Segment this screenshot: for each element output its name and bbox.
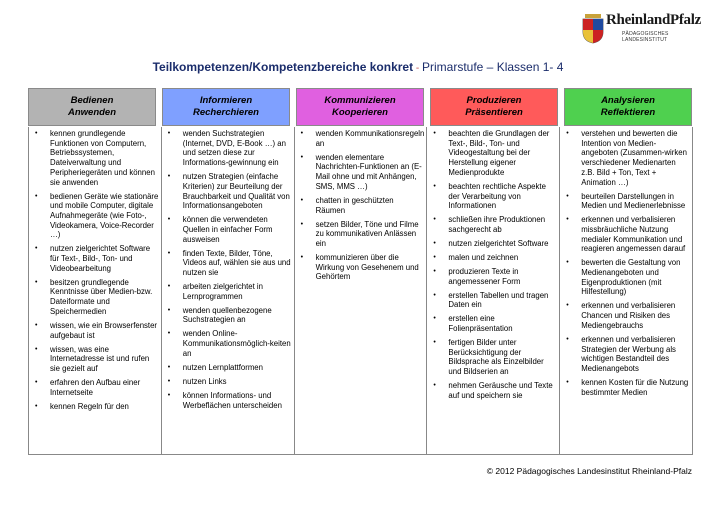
item-text: erkennen und verbalisieren missbräuchliche Nutzung medialer Kommunikation und reagieren angemessen darauf	[581, 215, 686, 254]
column-bedienen	[29, 127, 162, 455]
list-item	[295, 220, 425, 249]
bullet-icon: •	[433, 382, 436, 390]
header-line-2: Reflektieren	[600, 107, 656, 118]
bullet-icon: •	[167, 283, 171, 291]
list-item	[162, 363, 292, 373]
list-item	[427, 182, 557, 211]
column-informieren	[161, 127, 294, 455]
list-item	[162, 391, 292, 410]
bullet-icon: •	[566, 192, 569, 200]
bullet-icon: •	[566, 130, 569, 137]
bullet-icon: •	[433, 315, 436, 323]
item-text: wenden Online-Kommunikationsmöglich-keiten an	[182, 329, 291, 358]
bullet-icon: •	[433, 216, 436, 224]
list-item	[29, 244, 159, 273]
bullet-icon: •	[35, 402, 38, 410]
list-item	[560, 378, 690, 397]
list-item	[560, 129, 690, 187]
competence-row	[29, 127, 693, 455]
list-item	[560, 335, 690, 374]
item-text: malen und zeichnen	[448, 252, 519, 262]
bullet-icon: •	[433, 253, 436, 261]
item-text: beachten die Grundlagen der Text-, Bild-, Ton- und Videogestaltung bei der Herstellung eigener Medienprodukte	[448, 129, 550, 177]
item-list	[427, 129, 557, 401]
bullet-icon: •	[433, 291, 436, 299]
bullet-icon: •	[167, 216, 171, 224]
bullet-icon: •	[167, 377, 171, 385]
item-text: beachten rechtliche Aspekte der Verarbeitung von Informationen	[448, 181, 546, 211]
item-text: verstehen und bewerten die Intention von Medien-angeboten (Zusammen-wirken verschiedener Medienarten z.B. Bild + Ton, Text + Animation …)	[581, 129, 687, 187]
bullet-icon: •	[433, 130, 436, 137]
list-item	[162, 329, 292, 358]
bullet-icon: •	[35, 245, 38, 253]
bullet-icon: •	[566, 335, 569, 343]
item-text: kennen Regeln für den	[50, 401, 129, 411]
item-text: nutzen Links	[182, 376, 227, 386]
bullet-icon: •	[433, 267, 436, 275]
list-item	[162, 172, 292, 211]
header-line-2: Kooperieren	[332, 107, 388, 118]
bullet-icon: •	[300, 130, 304, 137]
page-title	[0, 60, 716, 74]
list-item	[162, 377, 292, 387]
bullet-icon: •	[167, 173, 171, 181]
item-text: chatten in geschützten Räumen	[315, 195, 394, 215]
item-text: nutzen Lernplattformen	[182, 362, 263, 372]
header-line-2: Präsentieren	[465, 107, 523, 118]
list-item	[295, 129, 425, 148]
bullet-icon: •	[35, 345, 38, 353]
bullet-icon: •	[300, 253, 304, 261]
column-analysieren	[560, 127, 693, 455]
item-text: nutzen zielgerichtet Software	[448, 238, 549, 248]
institute-logo	[582, 12, 710, 48]
competence-table	[28, 127, 693, 455]
list-item	[427, 215, 557, 234]
header-line-1: Informieren	[199, 95, 253, 106]
header-produzieren	[430, 88, 558, 126]
list-item	[295, 253, 425, 282]
header-line-2: Recherchieren	[192, 107, 259, 118]
bullet-icon: •	[433, 239, 436, 247]
list-item	[295, 196, 425, 215]
bullet-icon: •	[167, 330, 171, 338]
item-text: nutzen Strategien (einfache Kriterien) zur Beurteilung der Brauchbarkeit und Qualität von Informationsangeboten	[182, 172, 290, 211]
item-text: erstellen eine Folienpräsentation	[448, 314, 513, 334]
bullet-icon: •	[167, 363, 171, 371]
list-item	[427, 129, 557, 178]
item-text: wenden Suchstrategien (Internet, DVD, E-Book …) an und setzen diese zur Informations-gewinnung ein	[182, 129, 286, 168]
item-text: wenden quellenbezogene Suchstrategien an	[182, 305, 272, 325]
list-item	[427, 381, 557, 400]
bullet-icon: •	[35, 278, 38, 286]
logo-brand-text: RheinlandPfalz	[606, 12, 701, 28]
header-bedienen	[28, 88, 156, 126]
header-line-1: Bedienen	[70, 95, 114, 106]
copyright-footer: © 2012 Pädagogisches Landesinstitut Rheinland-Pfalz	[486, 466, 692, 476]
item-text: erkennen und verbalisieren Strategien der Werbung als wichtigen Bestandteil des Medienangebots	[581, 334, 676, 373]
item-text: wissen, wie ein Browserfenster aufgebaut ist	[50, 320, 158, 340]
bullet-icon: •	[300, 196, 304, 204]
list-item	[427, 291, 557, 310]
list-item	[560, 215, 690, 254]
logo-subline-2: LANDESINSTITUT	[622, 37, 668, 43]
bullet-icon: •	[35, 378, 38, 386]
header-analysieren	[564, 88, 692, 126]
column-kommunizieren	[294, 127, 427, 455]
list-item	[427, 267, 557, 286]
list-item	[427, 338, 557, 377]
bullet-icon: •	[433, 182, 436, 190]
title-dash: -	[413, 63, 422, 74]
list-item	[162, 129, 292, 168]
list-item	[427, 239, 557, 249]
column-produzieren	[427, 127, 560, 455]
header-kommunizieren	[296, 88, 424, 126]
bullet-icon: •	[35, 192, 38, 200]
bullet-icon: •	[566, 302, 569, 310]
list-item	[560, 301, 690, 330]
list-item	[29, 345, 159, 374]
bullet-icon: •	[566, 216, 569, 224]
item-list	[162, 129, 292, 410]
item-list	[29, 129, 159, 411]
item-text: können die verwendeten Quellen in einfacher Form ausweisen	[182, 215, 273, 244]
item-text: bedienen Geräte wie stationäre und mobile Computer, digitale Aufnahmegeräte (wie Foto-, Videokamera, Voice-Recorder …)	[50, 191, 159, 240]
competence-headers	[28, 88, 693, 126]
item-text: setzen Bilder, Töne und Filme zu kommunikativen Anlässen ein	[315, 219, 419, 248]
list-item	[162, 306, 292, 325]
header-line-2: Anwenden	[67, 107, 117, 118]
list-item	[295, 153, 425, 192]
header-informieren	[162, 88, 290, 126]
bullet-icon: •	[167, 130, 171, 137]
list-item	[427, 314, 557, 333]
item-text: nutzen zielgerichtet Software für Text-, Bild-, Ton- und Videobearbeitung	[50, 244, 151, 273]
title-subtitle: Primarstufe – Klassen 1- 4	[422, 60, 564, 74]
item-text: erfahren den Aufbau einer Internetseite	[50, 377, 141, 397]
list-item	[29, 278, 159, 317]
item-text: arbeiten zielgerichtet in Lernprogrammen	[182, 282, 263, 301]
item-text: wenden Kommunikationsregeln an	[315, 129, 425, 148]
list-item	[29, 192, 159, 241]
bullet-icon: •	[566, 259, 569, 267]
list-item	[29, 129, 159, 187]
bullet-icon: •	[433, 339, 436, 347]
item-text: besitzen grundlegende Kenntnisse über Medien-bzw. Dateiformate und Speichermedien	[50, 277, 153, 316]
item-list	[295, 129, 425, 282]
bullet-icon: •	[300, 220, 304, 228]
item-text: erstellen Tabellen und tragen Daten ein	[448, 290, 549, 310]
bullet-icon: •	[566, 378, 569, 386]
header-line-1: Kommunizieren	[324, 95, 396, 106]
item-text: kommunizieren über die Wirkung von Gesehenem und Gehörtem	[315, 252, 419, 282]
bullet-icon: •	[167, 306, 171, 314]
bullet-icon: •	[35, 130, 38, 137]
item-text: kennen Kosten für die Nutzung bestimmter Medien	[581, 377, 689, 397]
list-item	[162, 215, 292, 244]
list-item	[162, 282, 292, 301]
list-item	[427, 253, 557, 263]
list-item	[29, 402, 159, 412]
list-item	[162, 249, 292, 278]
bullet-icon: •	[300, 153, 304, 161]
item-text: schließen ihre Produktionen sachgerecht ab	[448, 215, 546, 234]
header-line-1: Analysieren	[601, 95, 655, 106]
logo-subline-1: PÄDAGOGISCHES	[622, 31, 669, 37]
list-item	[29, 321, 159, 340]
bullet-icon: •	[167, 249, 171, 257]
bullet-icon: •	[35, 321, 38, 329]
bullet-icon: •	[167, 391, 171, 399]
list-item	[560, 258, 690, 297]
item-text: kennen grundlegende Funktionen von Computern, Betriebssystemen, Dateiverwaltung und Peripheriegeräten und können sie anwenden	[50, 129, 155, 187]
item-list	[560, 129, 690, 397]
list-item	[560, 192, 690, 211]
header-line-1: Produzieren	[466, 95, 522, 106]
item-text: wenden elementare Nachrichten-Funktionen an (E-Mail ohne und mit Anhängen, SMS, MMS …)	[315, 152, 422, 191]
item-text: beurteilen Darstellungen in Medien und Medienerlebnisse	[581, 191, 686, 211]
item-text: fertigen Bilder unter Berücksichtigung der Bildsprache als Einzelbilder und Bildserien an	[448, 338, 544, 377]
item-text: finden Texte, Bilder, Töne, Videos auf, wählen sie aus und nutzen sie	[182, 248, 291, 278]
item-text: wissen, was eine Internetadresse ist und rufen sie gezielt auf	[50, 344, 150, 373]
item-text: nehmen Geräusche und Texte auf und speichern sie	[448, 381, 553, 400]
item-text: produzieren Texte in angemessener Form	[448, 266, 521, 286]
list-item	[29, 378, 159, 397]
item-text: erkennen und verbalisieren Chancen und Risiken des Mediengebrauchs	[581, 301, 676, 330]
coat-of-arms-icon	[582, 14, 604, 44]
item-text: können Informations- und Werbeflächen unterscheiden	[182, 390, 282, 410]
item-text: bewerten die Gestaltung von Medienangeboten und Eigenproduktionen (mit Hilfestellung)	[581, 258, 681, 297]
title-main: Teilkompetenzen/Kompetenzbereiche konkret	[152, 60, 414, 74]
